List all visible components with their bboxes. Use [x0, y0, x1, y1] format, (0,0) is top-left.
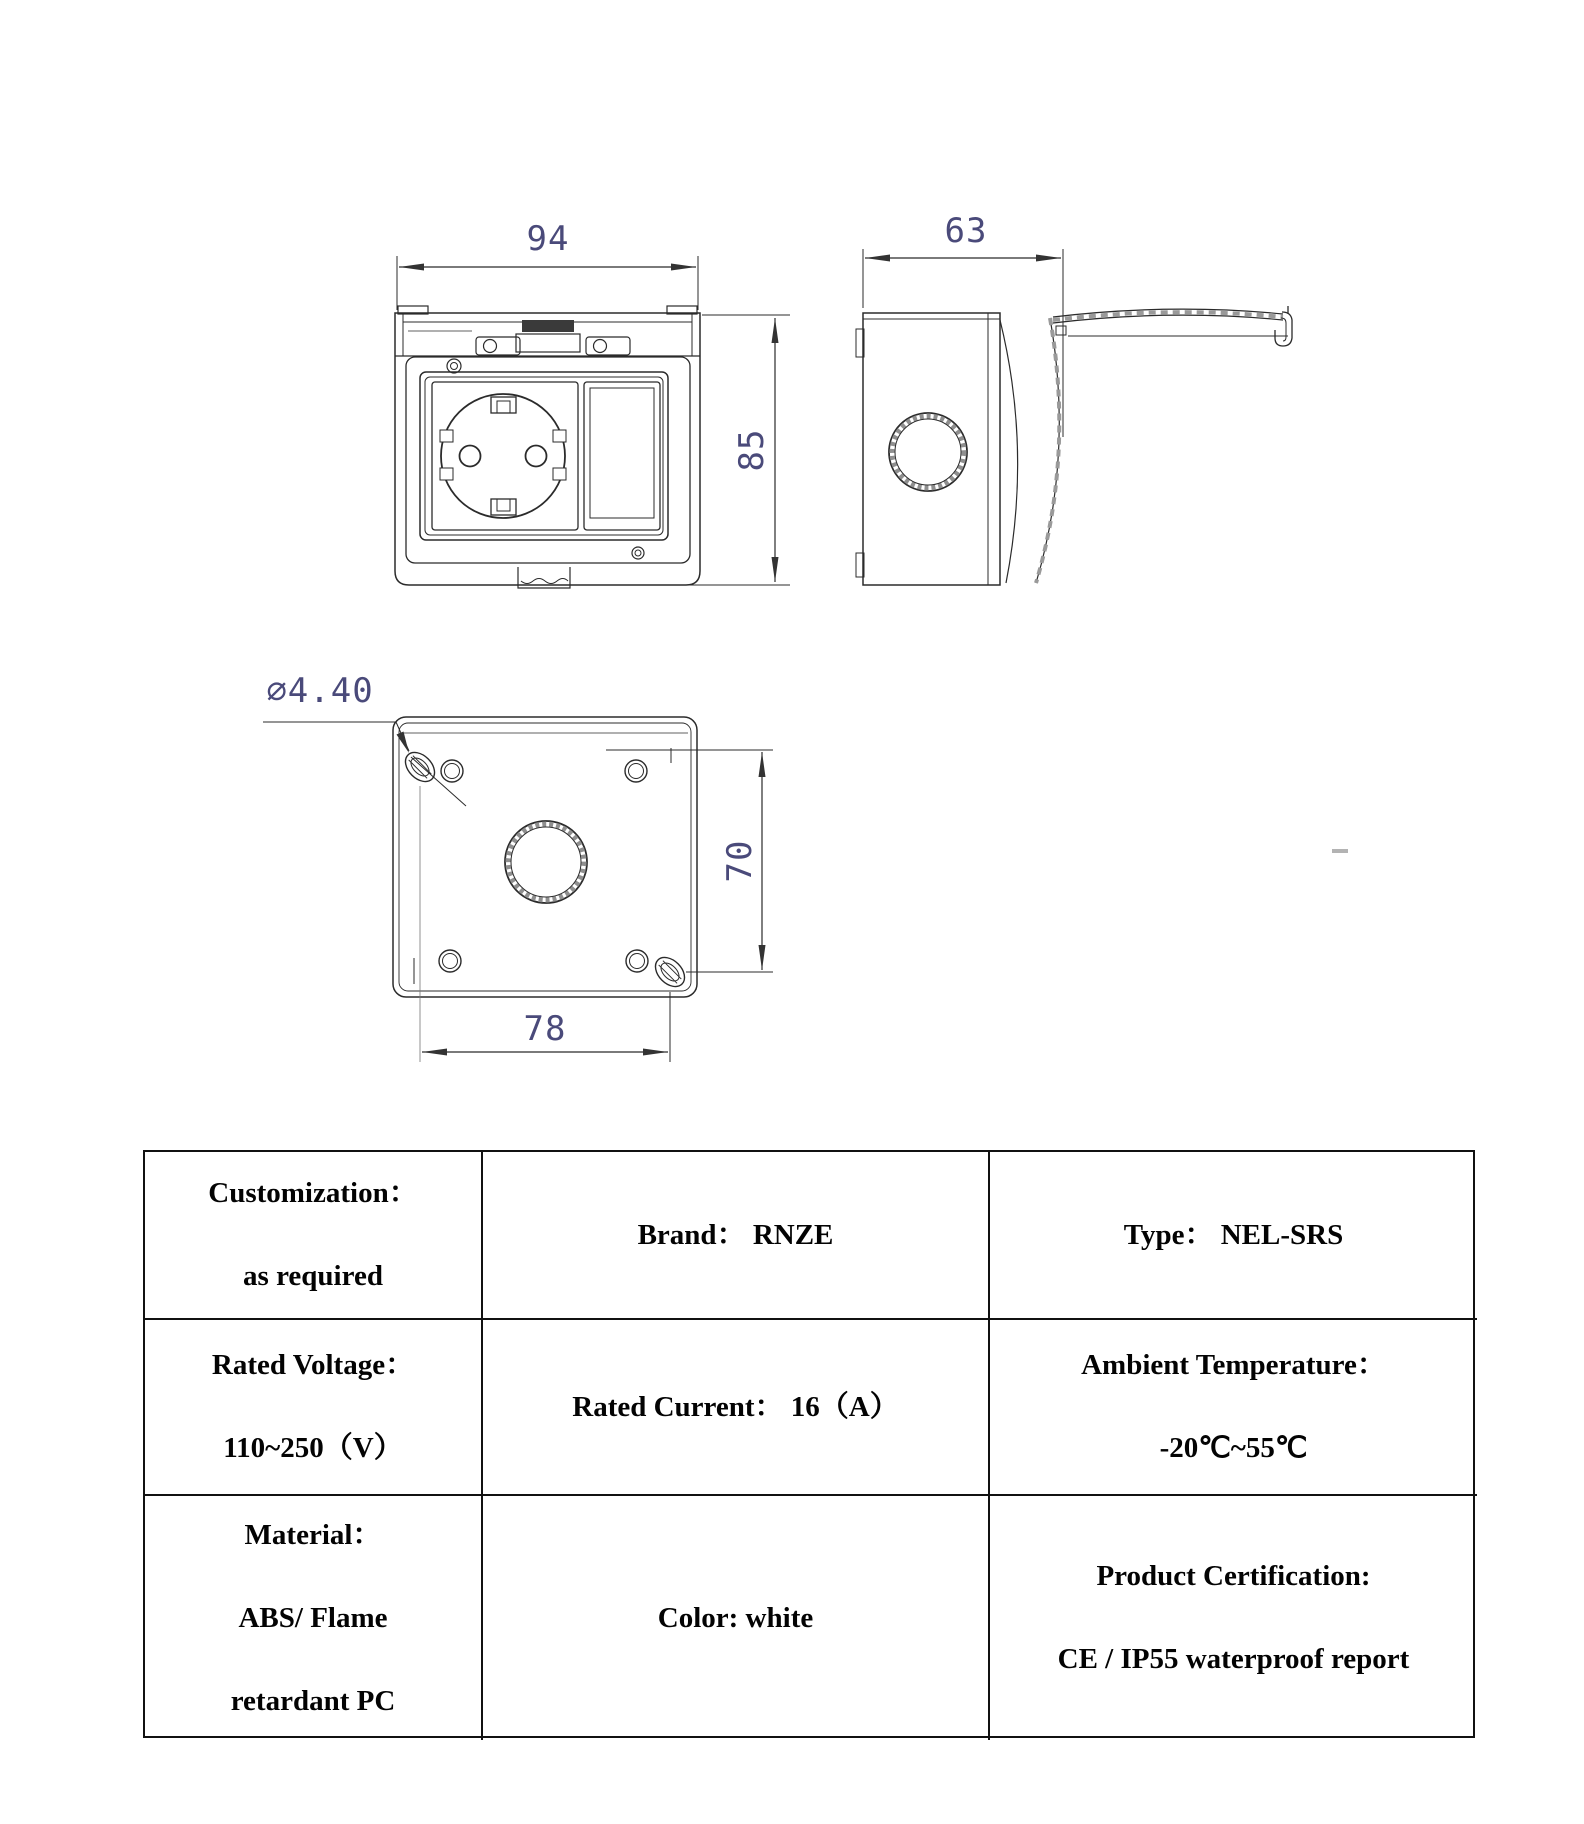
bottom-view-drawing: [263, 671, 773, 1062]
slot-hole-top-left: [400, 747, 440, 787]
dimension-label-hole-diameter: ⌀4.40: [266, 671, 374, 711]
front-height-dimension: [688, 315, 790, 585]
spec-line: Type： NEL-SRS: [1123, 1218, 1344, 1251]
spec-table: [143, 1150, 1475, 1738]
dimension-label-front-width: 94: [526, 219, 570, 259]
side-depth-dimension: [863, 211, 1063, 437]
spec-cell-ambient-temperature: [990, 1320, 1477, 1496]
front-width-dimension: [397, 219, 698, 310]
spec-line: 110~250（V）: [223, 1432, 403, 1464]
hole-diameter-callout: [263, 671, 466, 806]
spec-line: retardant PC: [230, 1684, 396, 1717]
spec-cell-customization: [145, 1152, 483, 1320]
socket-pin-hole-left: [460, 446, 481, 467]
open-lid-flap: [1053, 306, 1292, 346]
dimension-label-side-depth: 63: [944, 211, 988, 251]
spec-cell-rated-voltage: [145, 1320, 483, 1496]
front-screw-top: [447, 359, 461, 373]
dimension-label-hole-spacing-horizontal: 78: [523, 1009, 567, 1049]
lid-latch: [522, 320, 574, 332]
mounting-holes: [439, 760, 648, 972]
socket-outlet: [440, 394, 566, 518]
bottom-vertical-dimension: [606, 750, 773, 972]
spec-line: Customization：: [208, 1177, 418, 1209]
bottom-knockout-hole: [505, 821, 587, 903]
front-screw-bottom: [632, 547, 644, 559]
front-view-drawing: [395, 219, 790, 588]
spec-line: Rated Current： 16（A）: [572, 1390, 899, 1423]
spec-line: ABS/ Flame: [238, 1601, 388, 1634]
lid-clip-right: [586, 337, 630, 355]
spec-cell-type: [990, 1152, 1477, 1320]
spec-line: Product Certification:: [1096, 1560, 1371, 1592]
spec-line: Color: white: [657, 1601, 814, 1634]
dimension-label-front-height: 85: [732, 428, 772, 472]
side-view-drawing: [856, 211, 1292, 585]
spec-line: CE / IP55 waterproof report: [1057, 1643, 1410, 1675]
spec-line: Brand： RNZE: [637, 1218, 834, 1251]
socket-pin-hole-right: [526, 446, 547, 467]
switch-module: [584, 382, 660, 530]
spec-line: Ambient Temperature：: [1081, 1349, 1386, 1381]
slot-hole-bottom-right: [650, 952, 690, 992]
lid-hook: [1275, 306, 1292, 346]
dimension-label-hole-spacing-vertical: 70: [720, 839, 760, 883]
spec-cell-brand: [483, 1152, 990, 1320]
spec-cell-material: [145, 1496, 483, 1740]
stray-dash-mark: [1332, 849, 1348, 853]
spec-cell-color: [483, 1496, 990, 1740]
spec-line: -20℃~55℃: [1159, 1432, 1308, 1464]
spec-cell-rated-current: [483, 1320, 990, 1496]
side-knockout-hole: [889, 413, 967, 491]
spec-line: as required: [243, 1260, 383, 1292]
spec-line: Rated Voltage：: [211, 1349, 415, 1381]
lid-clip-left: [476, 337, 520, 355]
spec-line: Material：: [244, 1518, 382, 1551]
spec-cell-certification: [990, 1496, 1477, 1740]
